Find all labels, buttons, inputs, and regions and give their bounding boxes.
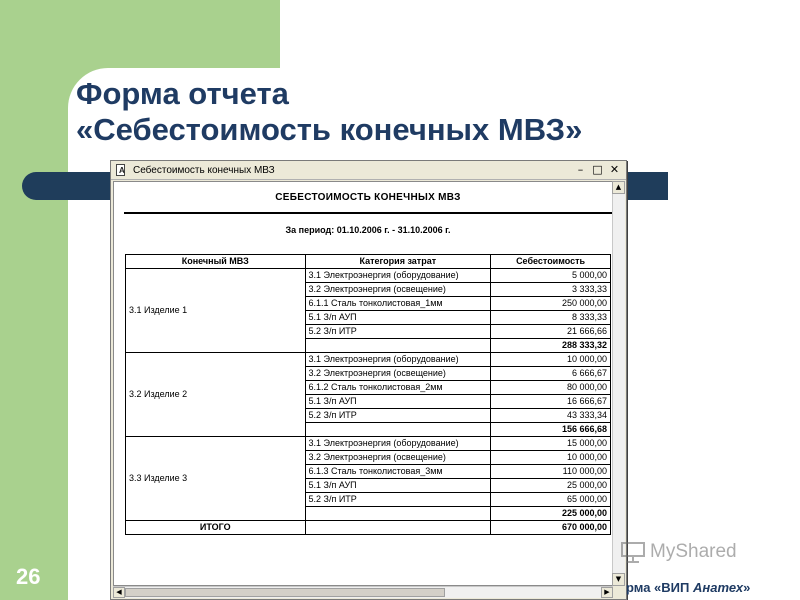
report-header-divider [124, 212, 612, 214]
report-header: СЕБЕСТОИМОСТЬ КОНЕЧНЫХ МВЗ [275, 192, 461, 203]
category-cell: 5.2 З/п ИТР [305, 325, 491, 339]
cost-cell: 16 666,67 [491, 395, 611, 409]
subtotal-cell: 225 000,00 [491, 507, 611, 521]
vertical-scrollbar[interactable] [612, 181, 625, 586]
footer-brand [626, 580, 750, 595]
footer-brand-suffix: » [743, 580, 751, 595]
cost-cell: 21 666,66 [491, 325, 611, 339]
horizontal-scrollbar[interactable] [113, 586, 613, 598]
total-blank-cell [305, 521, 491, 535]
category-cell: 3.1 Электроэнергия (оборудование) [305, 437, 491, 451]
footer-brand-prefix: рма «ВИП [626, 580, 693, 595]
report-period: За период: 01.10.2006 г. - 31.10.2006 г. [285, 225, 451, 235]
cost-cell: 15 000,00 [491, 437, 611, 451]
category-cell: 5.1 З/п АУП [305, 479, 491, 493]
category-cell: 3.2 Электроэнергия (освещение) [305, 451, 491, 465]
slide-title-line1: Форма отчета [76, 76, 289, 111]
minimize-button[interactable]: – [577, 163, 584, 176]
subtotal-blank-cell [305, 423, 491, 437]
category-cell: 5.1 З/п АУП [305, 395, 491, 409]
slide-title-line2: «Себестоимость конечных МВЗ» [76, 112, 583, 147]
watermark-logo [620, 540, 737, 564]
subtotal-cell: 288 333,32 [491, 339, 611, 353]
category-cell: 3.1 Электроэнергия (оборудование) [305, 269, 491, 283]
watermark-presentation-icon [620, 540, 646, 564]
window-titlebar[interactable] [111, 161, 626, 180]
scroll-down-arrow-icon[interactable]: ▼ [612, 573, 625, 586]
scroll-up-arrow-icon[interactable]: ▲ [612, 181, 625, 194]
column-header-mvz: Конечный МВЗ [126, 255, 306, 269]
cost-cell: 10 000,00 [491, 451, 611, 465]
window-title: Себестоимость конечных МВЗ [133, 164, 275, 176]
category-cell: 6.1.2 Сталь тонколистовая_2мм [305, 381, 491, 395]
cost-cell: 43 333,34 [491, 409, 611, 423]
category-cell: 3.2 Электроэнергия (освещение) [305, 283, 491, 297]
category-cell: 5.2 З/п ИТР [305, 493, 491, 507]
cost-cell: 25 000,00 [491, 479, 611, 493]
footer-brand-name: Анатех [692, 580, 744, 595]
cost-cell: 6 666,67 [491, 367, 611, 381]
category-cell: 3.2 Электроэнергия (освещение) [305, 367, 491, 381]
total-value: 670 000,00 [491, 521, 611, 535]
scroll-left-arrow-icon[interactable]: ◀ [113, 587, 125, 598]
table-row [126, 437, 611, 451]
table-row [126, 353, 611, 367]
category-cell: 3.1 Электроэнергия (оборудование) [305, 353, 491, 367]
slide-title [76, 76, 582, 148]
cost-cell: 5 000,00 [491, 269, 611, 283]
category-cell: 6.1.1 Сталь тонколистовая_1мм [305, 297, 491, 311]
slide-number: 26 [16, 564, 41, 589]
mvz-cell: 3.2 Изделие 2 [126, 353, 306, 437]
watermark-text: MyShared [650, 541, 737, 562]
report-window[interactable] [110, 160, 627, 600]
mvz-cell: 3.1 Изделие 1 [126, 269, 306, 353]
total-row [126, 521, 611, 535]
cost-table [125, 254, 611, 535]
report-view [113, 181, 613, 586]
subtotal-blank-cell [305, 339, 491, 353]
table-row [126, 269, 611, 283]
window-controls [573, 163, 622, 177]
cost-cell: 3 333,33 [491, 283, 611, 297]
app-document-icon: A [115, 164, 129, 177]
cost-cell: 250 000,00 [491, 297, 611, 311]
total-label: ИТОГО [126, 521, 306, 535]
cost-cell: 80 000,00 [491, 381, 611, 395]
maximize-button[interactable]: □ [592, 163, 603, 176]
column-header-category: Категория затрат [305, 255, 491, 269]
close-button[interactable]: ✕ [609, 163, 620, 176]
cost-cell: 8 333,33 [491, 311, 611, 325]
column-header-cost: Себестоимость [491, 255, 611, 269]
mvz-cell: 3.3 Изделие 3 [126, 437, 306, 521]
category-cell: 5.1 З/п АУП [305, 311, 491, 325]
cost-cell: 110 000,00 [491, 465, 611, 479]
cost-cell: 10 000,00 [491, 353, 611, 367]
horizontal-scroll-thumb[interactable] [125, 588, 445, 597]
table-header-row [126, 255, 611, 269]
category-cell: 6.1.3 Сталь тонколистовая_3мм [305, 465, 491, 479]
cost-cell: 65 000,00 [491, 493, 611, 507]
subtotal-cell: 156 666,68 [491, 423, 611, 437]
category-cell: 5.2 З/п ИТР [305, 409, 491, 423]
subtotal-blank-cell [305, 507, 491, 521]
scroll-right-arrow-icon[interactable]: ▶ [601, 587, 613, 598]
